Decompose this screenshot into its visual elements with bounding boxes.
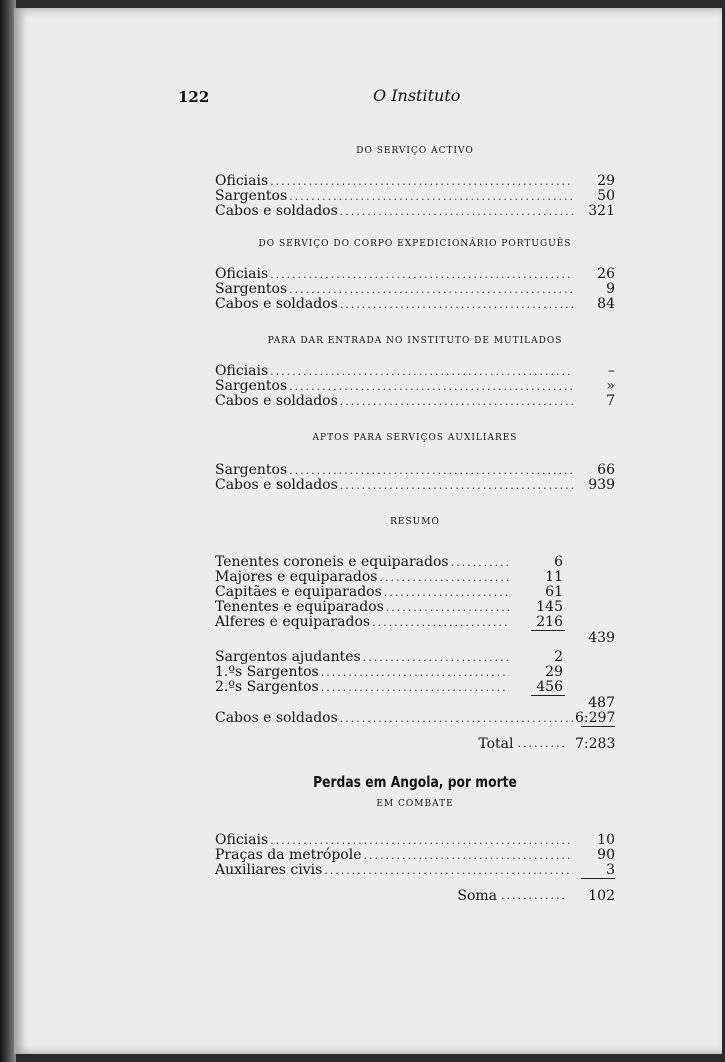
leader-dots <box>270 267 573 282</box>
row-label: Oficiais <box>215 832 269 848</box>
row-value: 11 <box>545 569 563 585</box>
table-row <box>215 297 615 312</box>
leader-dots <box>386 600 509 615</box>
row-value: 145 <box>536 599 563 615</box>
table-row <box>215 394 615 409</box>
section-heading-resumo: RESUMO <box>390 517 440 527</box>
table-row <box>215 615 615 630</box>
total-row <box>215 735 615 753</box>
leader-dots <box>324 863 573 878</box>
row-label: Cabos e soldados <box>215 296 338 312</box>
leader-dots <box>364 848 573 863</box>
row-label: Tenentes coroneis e equiparados <box>215 554 449 570</box>
row-label: Sargentos <box>215 378 288 394</box>
leader-dots <box>363 650 509 665</box>
soma-value: 102 <box>588 888 615 904</box>
row-label: Sargentos <box>215 462 288 478</box>
leader-dots <box>289 379 573 394</box>
leader-dots: ............ <box>501 889 567 902</box>
row-label: Oficiais <box>215 266 269 282</box>
row-label: Majores e equiparados <box>215 569 378 585</box>
row-label: Sargentos <box>215 281 288 297</box>
row-value: – <box>608 363 615 379</box>
table-row <box>215 863 615 878</box>
row-label: Auxiliares civis <box>215 862 323 878</box>
row-value: 6 <box>554 554 563 570</box>
table-row <box>215 665 615 680</box>
row-value: 90 <box>597 847 615 863</box>
leader-dots: ......... <box>517 737 567 750</box>
table-row <box>215 379 615 394</box>
leader-dots <box>340 478 573 493</box>
table-row <box>215 680 615 695</box>
row-value: 7 <box>606 393 615 409</box>
soma-row <box>215 887 615 905</box>
leader-dots <box>451 555 509 570</box>
leader-dots <box>289 282 573 297</box>
row-label: 2.ºs Sargentos <box>215 679 319 695</box>
table-row <box>215 555 615 570</box>
row-value: 10 <box>597 832 615 848</box>
total-label: Total <box>478 736 514 752</box>
sergeants-subtotal: 487 <box>588 695 615 711</box>
row-label: Capitães e equiparados <box>215 584 382 600</box>
row-label: Cabos e soldados <box>215 710 338 726</box>
section-heading-em-combate: EM COMBATE <box>376 799 454 809</box>
row-value: 29 <box>545 664 563 680</box>
row-value: 29 <box>597 173 615 189</box>
row-value: 50 <box>597 188 615 204</box>
row-label: Alferes e equiparados <box>215 614 371 630</box>
table-row <box>215 463 615 478</box>
row-label: Cabos e soldados <box>215 393 338 409</box>
leader-dots <box>372 615 509 630</box>
row-value: » <box>606 378 615 394</box>
row-value: 9 <box>606 281 615 297</box>
section-heading-auxiliares: APTOS PARA SERVIÇOS AUXILIARES <box>312 433 518 443</box>
page-number: 122 <box>178 88 210 106</box>
leader-dots <box>340 204 573 219</box>
row-label: Tenentes e equiparados <box>215 599 384 615</box>
soma-label: Soma <box>457 888 498 904</box>
row-value: 3 <box>606 862 615 878</box>
statistics-content <box>215 140 615 905</box>
leader-dots <box>270 833 573 848</box>
leader-dots <box>270 174 573 189</box>
row-label: Oficiais <box>215 363 269 379</box>
row-label: Sargentos <box>215 188 288 204</box>
table-row <box>215 267 615 282</box>
leader-dots <box>321 680 509 695</box>
angola-title: Perdas em Angola, por morte <box>313 773 517 791</box>
total-value: 7:283 <box>575 736 616 752</box>
row-value: 6:297 <box>575 710 616 726</box>
row-value: 84 <box>597 296 615 312</box>
officers-subtotal: 439 <box>588 630 615 646</box>
leader-dots <box>340 297 573 312</box>
table-row <box>215 833 615 848</box>
row-value: 61 <box>545 584 563 600</box>
leader-dots <box>379 570 509 585</box>
table-row <box>215 364 615 379</box>
table-row <box>215 711 615 726</box>
table-row <box>215 848 615 863</box>
row-value: 939 <box>588 477 615 493</box>
row-value: 66 <box>597 462 615 478</box>
row-value: 456 <box>536 679 563 695</box>
section-heading-servico-activo: DO SERVIÇO ACTIVO <box>356 146 474 156</box>
leader-dots <box>289 189 573 204</box>
table-row <box>215 570 615 585</box>
row-value: 26 <box>597 266 615 282</box>
table-row <box>215 600 615 615</box>
table-row <box>215 585 615 600</box>
section-heading-mutilados: PARA DAR ENTRADA NO INSTITUTO DE MUTILADOS <box>267 336 563 346</box>
leader-dots <box>340 711 573 726</box>
row-label: Praças da metrópole <box>215 847 362 863</box>
row-label: Cabos e soldados <box>215 477 338 493</box>
table-row <box>215 189 615 204</box>
leader-dots <box>340 394 573 409</box>
row-label: 1.ºs Sargentos <box>215 664 319 680</box>
row-label: Sargentos ajudantes <box>215 649 361 665</box>
table-row <box>215 174 615 189</box>
leader-dots <box>289 463 573 478</box>
leader-dots <box>384 585 509 600</box>
table-row <box>215 650 615 665</box>
row-value: 2 <box>554 649 563 665</box>
table-row <box>215 204 615 219</box>
row-label: Cabos e soldados <box>215 203 338 219</box>
table-row <box>215 282 615 297</box>
running-title: O Instituto <box>373 86 461 105</box>
row-label: Oficiais <box>215 173 269 189</box>
table-row <box>215 478 615 493</box>
leader-dots <box>321 665 509 680</box>
row-value: 216 <box>536 614 563 630</box>
leader-dots <box>270 364 573 379</box>
row-value: 321 <box>588 203 615 219</box>
page-header <box>178 86 618 108</box>
section-heading-cep: DO SERVIÇO DO CORPO EXPEDICIONÁRIO PORTUGUÊS <box>258 239 572 249</box>
